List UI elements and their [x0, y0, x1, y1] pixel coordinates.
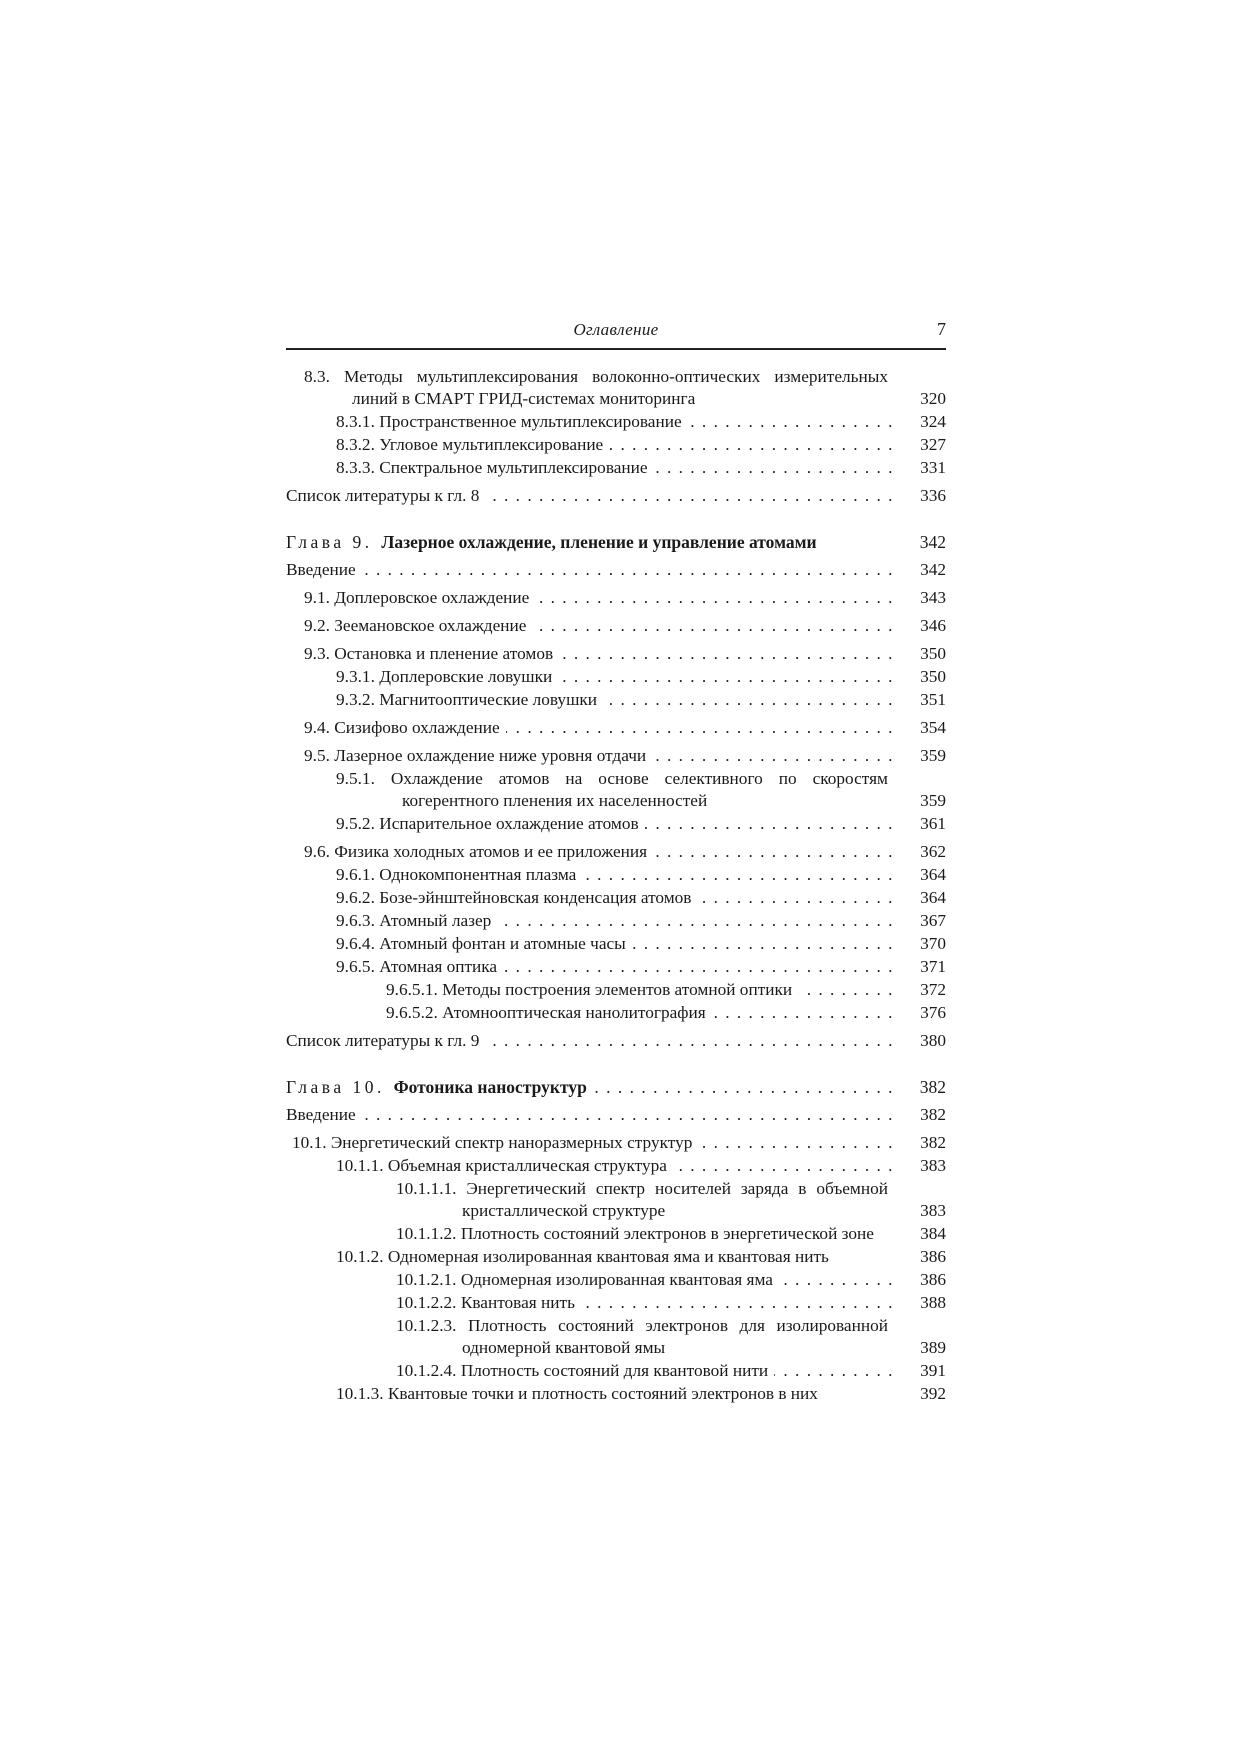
toc-text: Бозе-эйнштейновская конденсация атомов	[379, 888, 692, 907]
toc-page: 320	[920, 389, 946, 408]
toc-page: 371	[920, 957, 946, 976]
toc-number: 8.3.2.	[336, 435, 375, 454]
toc-text: Спектральное мультиплексирование	[379, 458, 648, 477]
toc-entry[interactable]	[286, 1155, 946, 1177]
toc-page: 392	[920, 1384, 946, 1403]
toc-number: 9.6.5.1.	[386, 980, 438, 999]
toc-entry[interactable]	[286, 457, 946, 479]
toc-number: 9.6.	[304, 842, 330, 861]
toc-text: Доплеровское охлаждение	[334, 588, 530, 607]
toc-page: 359	[920, 746, 946, 765]
toc-page: 359	[920, 791, 946, 810]
toc-text: Остановка и пленение атомов	[334, 644, 554, 663]
toc-entry[interactable]	[286, 1269, 946, 1291]
toc-number: 9.5.	[304, 746, 330, 765]
toc-text: Сизифово охлаждение	[334, 718, 500, 737]
toc-entry[interactable]	[286, 615, 946, 637]
toc-entry[interactable]	[286, 1360, 946, 1382]
toc-text: Энергетический спектр носителей заряда в объемной кристаллической структуре	[462, 1179, 888, 1220]
toc-page: 364	[920, 888, 946, 907]
toc-text: Атомнооптическая нанолитография	[442, 1003, 706, 1022]
page-number: 7	[937, 319, 946, 339]
chapter-label: Глава 9.	[286, 532, 373, 552]
toc-text: Пространственное мультиплексирование	[379, 412, 682, 431]
toc-number: 8.3.1.	[336, 412, 375, 431]
toc-page: 324	[920, 412, 946, 431]
toc-page: 389	[920, 1338, 946, 1357]
toc-number: 8.3.	[304, 367, 330, 386]
toc-page: 391	[920, 1361, 946, 1380]
toc-number: 8.3.3.	[336, 458, 375, 477]
toc-entry[interactable]	[286, 979, 946, 1001]
toc-entry[interactable]	[286, 1292, 946, 1314]
chapter-heading[interactable]	[286, 1076, 946, 1098]
toc-number: 9.6.1.	[336, 865, 375, 884]
toc-text: Методы мультиплексирования волоконно-оптических измерительных линий в СМАРТ ГРИД-системах мониторинга	[344, 367, 888, 408]
toc-page: 342	[919, 532, 946, 552]
toc-number: 9.2.	[304, 616, 330, 635]
toc-number: 10.1.3.	[336, 1384, 384, 1403]
toc-number: 9.5.1.	[336, 769, 375, 788]
chapter-label: Глава 10.	[286, 1077, 385, 1097]
toc-page: 350	[920, 644, 946, 663]
toc-page: 372	[920, 980, 946, 999]
toc-entry[interactable]	[286, 768, 946, 812]
toc-entry[interactable]	[286, 1178, 946, 1222]
toc-text: Список литературы к гл. 9	[286, 1031, 485, 1050]
toc-entry[interactable]	[286, 559, 946, 581]
toc-page: 383	[920, 1201, 946, 1220]
toc-page: 350	[920, 667, 946, 686]
toc-number: 10.1.1.	[336, 1156, 384, 1175]
toc-number: 10.1.2.3.	[396, 1316, 457, 1335]
toc-entry[interactable]	[286, 485, 946, 507]
toc-text: Квантовая нить	[460, 1293, 575, 1312]
toc-entry[interactable]	[286, 1030, 946, 1052]
toc-entry[interactable]	[286, 1104, 946, 1126]
toc-entry[interactable]	[286, 434, 946, 456]
toc-entry[interactable]	[286, 1132, 946, 1154]
toc-text: Одномерная изолированная квантовая яма и квантовая нить	[387, 1247, 829, 1266]
toc-text: Однокомпонентная плазма	[379, 865, 577, 884]
toc-number: 9.6.5.	[336, 957, 375, 976]
toc-page: 342	[920, 560, 946, 579]
toc-number: 10.1.1.2.	[396, 1224, 457, 1243]
toc-entry[interactable]	[286, 813, 946, 835]
toc-page: 388	[920, 1293, 946, 1312]
table-of-contents	[286, 366, 946, 1406]
toc-text: Магнитооптические ловушки	[379, 690, 598, 709]
toc-number: 9.3.	[304, 644, 330, 663]
toc-page: 376	[920, 1003, 946, 1022]
toc-number: 9.1.	[304, 588, 330, 607]
toc-text: Испарительное охлаждение атомов	[379, 814, 639, 833]
toc-text: Зеемановское охлаждение	[334, 616, 527, 635]
toc-text: Угловое мультиплексирование	[379, 435, 604, 454]
toc-page: 361	[920, 814, 946, 833]
toc-number: 9.6.5.2.	[386, 1003, 438, 1022]
toc-text: Одномерная изолированная квантовая яма	[460, 1270, 773, 1289]
chapter-title: Лазерное охлаждение, пленение и управление атомами	[381, 532, 817, 552]
toc-text: Атомная оптика	[379, 957, 498, 976]
toc-page: 343	[920, 588, 946, 607]
toc-page: 384	[920, 1224, 946, 1243]
toc-entry[interactable]	[286, 366, 946, 410]
toc-page: 336	[920, 486, 946, 505]
toc-entry[interactable]	[286, 1246, 946, 1268]
toc-text: Энергетический спектр наноразмерных структур	[330, 1133, 693, 1152]
toc-page: 386	[920, 1247, 946, 1266]
toc-text: Введение	[286, 560, 362, 579]
toc-number: 10.1.2.4.	[396, 1361, 457, 1380]
toc-number: 10.1.1.1.	[396, 1179, 457, 1198]
toc-page: 380	[920, 1031, 946, 1050]
toc-text: Квантовые точки и плотность состояний электронов в них	[387, 1384, 818, 1403]
toc-number: 9.6.2.	[336, 888, 375, 907]
toc-entry[interactable]	[286, 1315, 946, 1359]
toc-number: 9.3.2.	[336, 690, 375, 709]
toc-page: 362	[920, 842, 946, 861]
toc-page: 382	[919, 1077, 946, 1097]
toc-number: 10.1.	[292, 1133, 327, 1152]
toc-number: 10.1.2.1.	[396, 1270, 457, 1289]
toc-entry[interactable]	[286, 1383, 946, 1405]
toc-page: 351	[920, 690, 946, 709]
toc-entry[interactable]	[286, 887, 946, 909]
toc-text: Охлаждение атомов на основе селективного по скоростям когерентного пленения их населенностей	[390, 769, 888, 810]
toc-entry[interactable]	[286, 956, 946, 978]
toc-number: 10.1.2.2.	[396, 1293, 457, 1312]
toc-page: 370	[920, 934, 946, 953]
toc-entry[interactable]	[286, 841, 946, 863]
toc-text: Введение	[286, 1105, 362, 1124]
toc-page: 383	[920, 1156, 946, 1175]
toc-number: 9.6.3.	[336, 911, 375, 930]
toc-page: 367	[920, 911, 946, 930]
toc-number: 9.3.1.	[336, 667, 375, 686]
toc-page: 386	[920, 1270, 946, 1289]
toc-page: 382	[920, 1105, 946, 1124]
toc-text: Доплеровские ловушки	[379, 667, 553, 686]
toc-entry[interactable]	[286, 587, 946, 609]
toc-number: 9.6.4.	[336, 934, 375, 953]
running-title: Оглавление	[573, 320, 659, 339]
toc-text: Лазерное охлаждение ниже уровня отдачи	[334, 746, 647, 765]
toc-entry[interactable]	[286, 411, 946, 433]
toc-text: Список литературы к гл. 8	[286, 486, 485, 505]
toc-text: Атомный фонтан и атомные часы	[379, 934, 626, 953]
page-header	[286, 318, 946, 350]
chapter-heading[interactable]	[286, 531, 946, 553]
toc-entry[interactable]	[286, 666, 946, 688]
toc-number: 10.1.2.	[336, 1247, 384, 1266]
toc-entry[interactable]	[286, 745, 946, 767]
toc-text: Физика холодных атомов и ее приложения	[334, 842, 648, 861]
toc-entry[interactable]	[286, 910, 946, 932]
toc-entry[interactable]	[286, 933, 946, 955]
toc-number: 9.4.	[304, 718, 330, 737]
toc-page: 354	[920, 718, 946, 737]
chapter-title: Фотоника наноструктур	[393, 1077, 587, 1097]
toc-entry[interactable]	[286, 1002, 946, 1024]
toc-text: Объемная кристаллическая структура	[387, 1156, 667, 1175]
toc-page: 331	[920, 458, 946, 477]
toc-page: 364	[920, 865, 946, 884]
toc-text: Плотность состояний для квантовой нити	[460, 1361, 769, 1380]
toc-entry[interactable]	[286, 689, 946, 711]
toc-text: Атомный лазер	[379, 911, 492, 930]
toc-page: 327	[920, 435, 946, 454]
toc-text: Методы построения элементов атомной оптики	[442, 980, 793, 999]
toc-entry[interactable]	[286, 643, 946, 665]
toc-entry[interactable]	[286, 717, 946, 739]
toc-page: 346	[920, 616, 946, 635]
toc-number: 9.5.2.	[336, 814, 375, 833]
toc-text: Плотность состояний электронов для изолированной одномерной квантовой ямы	[462, 1316, 888, 1357]
toc-text: Плотность состояний электронов в энергетической зоне	[460, 1224, 874, 1243]
toc-page: 382	[920, 1133, 946, 1152]
toc-entry[interactable]	[286, 864, 946, 886]
toc-entry[interactable]	[286, 1223, 946, 1245]
